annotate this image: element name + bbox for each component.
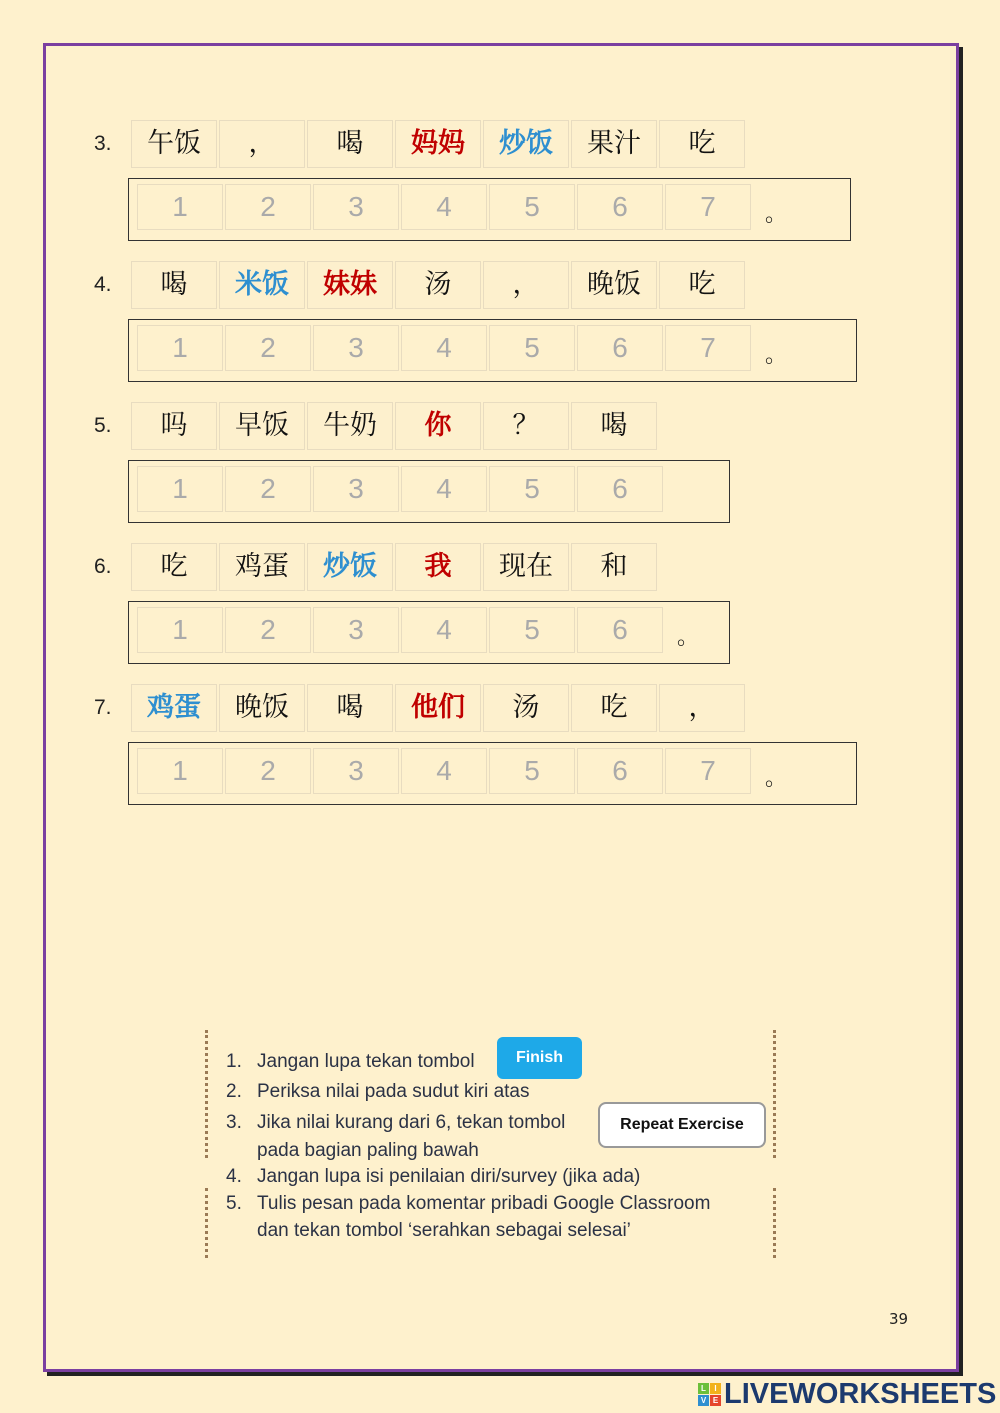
question-number: 4. [94,273,112,296]
instruction-number: 5. [226,1193,242,1214]
instruction-item [226,1048,475,1075]
drop-slot[interactable]: 3 [313,466,399,512]
drop-slot[interactable]: 5 [489,748,575,794]
question-number: 6. [94,555,112,578]
sentence-end-punctuation: 。 [765,202,788,227]
draggable-word-tile[interactable]: 喝 [307,120,393,168]
instruction-item [226,1163,640,1190]
drop-slot[interactable]: 6 [577,748,663,794]
drop-slot[interactable]: 4 [401,748,487,794]
drop-slot[interactable]: 1 [137,607,223,653]
question-number: 3. [94,132,112,155]
draggable-word-tile[interactable]: 炒饭 [483,120,569,168]
draggable-word-tile[interactable]: 早饭 [219,402,305,450]
question-number: 7. [94,696,112,719]
sentence-end-punctuation: 。 [765,766,788,791]
draggable-word-tile[interactable]: 鸡蛋 [219,543,305,591]
instruction-item [226,1109,565,1136]
draggable-word-tile[interactable]: 晚饭 [571,261,657,309]
draggable-word-tile[interactable]: 汤 [395,261,481,309]
drop-slot[interactable]: 5 [489,607,575,653]
drop-slot[interactable]: 7 [665,184,751,230]
draggable-word-tile[interactable]: ， [659,684,745,732]
drop-slot[interactable]: 7 [665,748,751,794]
draggable-word-tile[interactable]: 妹妹 [307,261,393,309]
drop-slot[interactable]: 1 [137,748,223,794]
draggable-word-tile[interactable]: 喝 [307,684,393,732]
logo-letter: L [698,1383,709,1394]
drop-slot[interactable]: 3 [313,607,399,653]
draggable-word-tile[interactable]: 现在 [483,543,569,591]
drop-slot[interactable]: 2 [225,748,311,794]
draggable-word-tile[interactable]: 米饭 [219,261,305,309]
instruction-item [226,1137,479,1164]
instruction-text: Jika nilai kurang dari 6, tekan tombol [257,1112,566,1133]
drop-slot[interactable]: 7 [665,325,751,371]
draggable-word-tile[interactable]: 牛奶 [307,402,393,450]
logo-letter: E [710,1395,721,1406]
instruction-number: 2. [226,1081,242,1102]
instruction-text: dan tekan tombol ‘serahkan sebagai selesai’ [257,1220,631,1241]
instruction-number: 3. [226,1112,242,1133]
instruction-item [226,1217,631,1244]
drop-slot[interactable]: 3 [313,748,399,794]
drop-slot[interactable]: 6 [577,325,663,371]
draggable-word-tile[interactable]: ， [219,120,305,168]
draggable-word-tile[interactable]: 吃 [659,261,745,309]
drop-slot[interactable]: 2 [225,184,311,230]
drop-slot[interactable]: 6 [577,184,663,230]
drop-slot[interactable]: 6 [577,466,663,512]
drop-slot[interactable]: 4 [401,466,487,512]
drop-slot[interactable]: 2 [225,607,311,653]
answer-box [128,178,851,241]
instruction-text: Jangan lupa isi penilaian diri/survey (jika ada) [257,1166,641,1187]
draggable-word-tile[interactable]: 我 [395,543,481,591]
repeat-exercise-button[interactable]: Repeat Exercise [598,1102,766,1148]
drop-slot[interactable]: 2 [225,466,311,512]
draggable-word-tile[interactable]: ， [483,261,569,309]
draggable-word-tile[interactable]: 炒饭 [307,543,393,591]
answer-box [128,601,730,664]
draggable-word-tile[interactable]: 吃 [571,684,657,732]
draggable-word-tile[interactable]: 他们 [395,684,481,732]
instruction-text: Periksa nilai pada sudut kiri atas [257,1081,530,1102]
drop-slot[interactable]: 5 [489,325,575,371]
question-number: 5. [94,414,112,437]
drop-slot[interactable]: 1 [137,325,223,371]
instruction-item [226,1190,710,1217]
drop-slot[interactable]: 4 [401,184,487,230]
instruction-number: 4. [226,1166,242,1187]
decorative-border [773,1030,780,1158]
drop-slot[interactable]: 1 [137,184,223,230]
drop-slot[interactable]: 3 [313,184,399,230]
drop-slot[interactable]: 1 [137,466,223,512]
instruction-text: pada bagian paling bawah [257,1140,479,1161]
logo-letter: V [698,1395,709,1406]
drop-slot[interactable]: 5 [489,466,575,512]
draggable-word-tile[interactable]: ？ [483,402,569,450]
drop-slot[interactable]: 5 [489,184,575,230]
page-number: 39 [889,1310,909,1328]
instruction-text: Jangan lupa tekan tombol [257,1051,475,1072]
drop-slot[interactable]: 4 [401,325,487,371]
logo-text: LIVEWORKSHEETS [724,1378,997,1410]
draggable-word-tile[interactable]: 和 [571,543,657,591]
sentence-end-punctuation: 。 [677,625,700,650]
drop-slot[interactable]: 4 [401,607,487,653]
answer-box [128,742,857,805]
instruction-item [226,1078,529,1105]
logo-badge-icon [698,1383,721,1406]
drop-slot[interactable]: 3 [313,325,399,371]
draggable-word-tile[interactable]: 喝 [131,261,217,309]
decorative-border [205,1188,212,1258]
liveworksheets-logo [698,1378,996,1411]
decorative-border [773,1188,780,1258]
instruction-number: 1. [226,1051,242,1072]
draggable-word-tile[interactable]: 吗 [131,402,217,450]
sentence-end-punctuation: 。 [765,343,788,368]
drop-slot[interactable]: 2 [225,325,311,371]
draggable-word-tile[interactable]: 汤 [483,684,569,732]
logo-letter: I [710,1383,721,1394]
finish-button[interactable]: Finish [497,1037,582,1079]
decorative-border [205,1030,212,1158]
draggable-word-tile[interactable]: 果汁 [571,120,657,168]
draggable-word-tile[interactable]: 午饭 [131,120,217,168]
draggable-word-tile[interactable]: 你 [395,402,481,450]
drop-slot[interactable]: 6 [577,607,663,653]
draggable-word-tile[interactable]: 喝 [571,402,657,450]
answer-box [128,460,730,523]
answer-box [128,319,857,382]
draggable-word-tile[interactable]: 吃 [659,120,745,168]
instruction-text: Tulis pesan pada komentar pribadi Google Classroom [257,1193,711,1214]
draggable-word-tile[interactable]: 吃 [131,543,217,591]
draggable-word-tile[interactable]: 妈妈 [395,120,481,168]
draggable-word-tile[interactable]: 晚饭 [219,684,305,732]
draggable-word-tile[interactable]: 鸡蛋 [131,684,217,732]
